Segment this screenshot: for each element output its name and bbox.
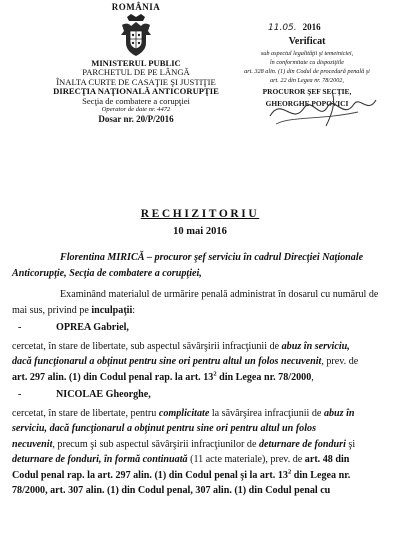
charge-offense: deturnare de fonduri bbox=[258, 438, 346, 450]
superscript: 2 bbox=[287, 468, 292, 476]
legal-reference: art. 48 din bbox=[304, 454, 350, 465]
charge-text: la săvârşirea infracţiunii de bbox=[209, 407, 324, 419]
charge-text: , prev. de bbox=[321, 356, 359, 367]
charge-offense: complicitate bbox=[158, 407, 210, 419]
defendant-1-heading bbox=[18, 320, 392, 336]
document-body bbox=[12, 250, 392, 499]
charge-offense: deturnare de fonduri, în formă continuată bbox=[12, 454, 188, 465]
defendant-1-name: OPREA Gabriel bbox=[56, 322, 127, 333]
parchet-line: PARCHETUL DE PE LÂNGĂ bbox=[82, 67, 190, 78]
signatory-name: GHEORGHE POPOVICI bbox=[265, 98, 349, 108]
charge-offense: abuz în bbox=[323, 407, 355, 419]
defendant-1-charges bbox=[12, 339, 392, 386]
list-dash: - bbox=[18, 322, 22, 333]
prosecutor-intro bbox=[12, 250, 392, 281]
defendant-2-name: NICOLAE Gheorghe bbox=[56, 389, 149, 400]
verification-line: în conformitate cu dispoziţiile bbox=[269, 59, 345, 66]
verification-line: art. 22 din Legea nr. 78/2002, bbox=[270, 77, 344, 84]
date-year: 2016 bbox=[302, 22, 321, 32]
verification-date bbox=[268, 22, 321, 33]
punctuation: , bbox=[148, 389, 151, 400]
document-date: 10 mai 2016 bbox=[173, 226, 227, 237]
verification-line: sub aspectul legalităţii şi temeiniciei, bbox=[260, 50, 354, 57]
court-line: ÎNALTA CURTE DE CASAŢIE ŞI JUSTIŢIE bbox=[56, 76, 216, 87]
exam-text: Examinând materialul de urmărire penală administrat în dosarul cu numărul de bbox=[60, 289, 379, 300]
case-number: Dosar nr. 20/P/2016 bbox=[98, 114, 174, 125]
defendant-2-heading bbox=[18, 387, 392, 403]
handwritten-signature bbox=[262, 86, 382, 132]
directorate-line: DIRECŢIA NAŢIONALĂ ANTICORUPŢIE bbox=[53, 86, 219, 97]
charge-text: cercetat, în stare de libertate, pentru bbox=[12, 407, 159, 419]
operator-line: Operator de date nr. 4472 bbox=[101, 106, 171, 114]
charge-text: cercetat, în stare de libertate, sub aspectul săvârşirii infracţiunii de bbox=[12, 340, 282, 352]
ministry-line: MINISTERUL PUBLIC bbox=[91, 58, 181, 68]
exam-text: : bbox=[132, 304, 136, 316]
charge-text: (11 acte materiale), prev. de bbox=[187, 454, 305, 465]
handwritten-date: 11.05. bbox=[268, 23, 297, 33]
superscript: 2 bbox=[213, 370, 217, 378]
legal-reference: 78/2000, art. 307 alin. (1) din Codul penal, 307 alin. (1) din Codul penal cu bbox=[12, 485, 331, 496]
institution-header bbox=[36, 2, 236, 124]
charge-offense: necuvenit bbox=[12, 438, 53, 450]
examination-paragraph bbox=[12, 287, 392, 318]
legal-reference: art. 297 alin. (1) din Codul penal rap. la art. 13 bbox=[12, 371, 214, 383]
signatory-title: PROCUROR ŞEF SECŢIE, bbox=[262, 87, 352, 96]
legal-reference: Codul penal rap. la art. 297 alin. (1) din Codul penal şi la art. 13 bbox=[12, 469, 288, 481]
punctuation: , bbox=[311, 371, 314, 383]
charge-offense: dacă funcţionarul a obţinut pentru sine ori pentru altul un folos necuvenit bbox=[12, 356, 322, 367]
prosecutor-unit: Anticorupţie, Secţia de combatere a corupţiei, bbox=[12, 267, 202, 279]
list-dash: - bbox=[18, 389, 22, 400]
section-line: Secţia de combatere a corupţiei bbox=[82, 95, 190, 106]
exam-text: mai sus, privind pe bbox=[12, 304, 92, 316]
prosecutor-role: – procuror şef serviciu în cadrul Direcţiei Naţionale bbox=[144, 252, 364, 263]
charge-offense: abuz în serviciu, bbox=[281, 340, 350, 352]
defendant-2-charges bbox=[12, 406, 392, 499]
defendants-label: inculpaţii bbox=[91, 304, 133, 316]
coat-of-arms-icon bbox=[119, 13, 153, 57]
charge-text: şi bbox=[345, 438, 356, 450]
punctuation: , bbox=[126, 322, 129, 333]
document-title: RECHIZITORIU bbox=[140, 208, 260, 220]
legal-reference: din Legea nr. 78/2000 bbox=[216, 371, 312, 383]
charge-text: , precum şi sub aspectul săvârşirii infracţiunilor de bbox=[52, 438, 259, 450]
legal-reference: din Legea nr. bbox=[291, 469, 351, 481]
prosecutor-name: Florentina MIRICĂ bbox=[60, 252, 145, 263]
verification-line: art. 328 alin. (1) din Codul de procedură penală şi bbox=[244, 68, 370, 75]
charge-offense: serviciu, dacă funcţionarul a obţinut pentru sine ori pentru altul un folos bbox=[12, 423, 317, 434]
country-name: ROMÂNIA bbox=[111, 2, 161, 12]
verification-title: Verificat bbox=[288, 36, 326, 47]
